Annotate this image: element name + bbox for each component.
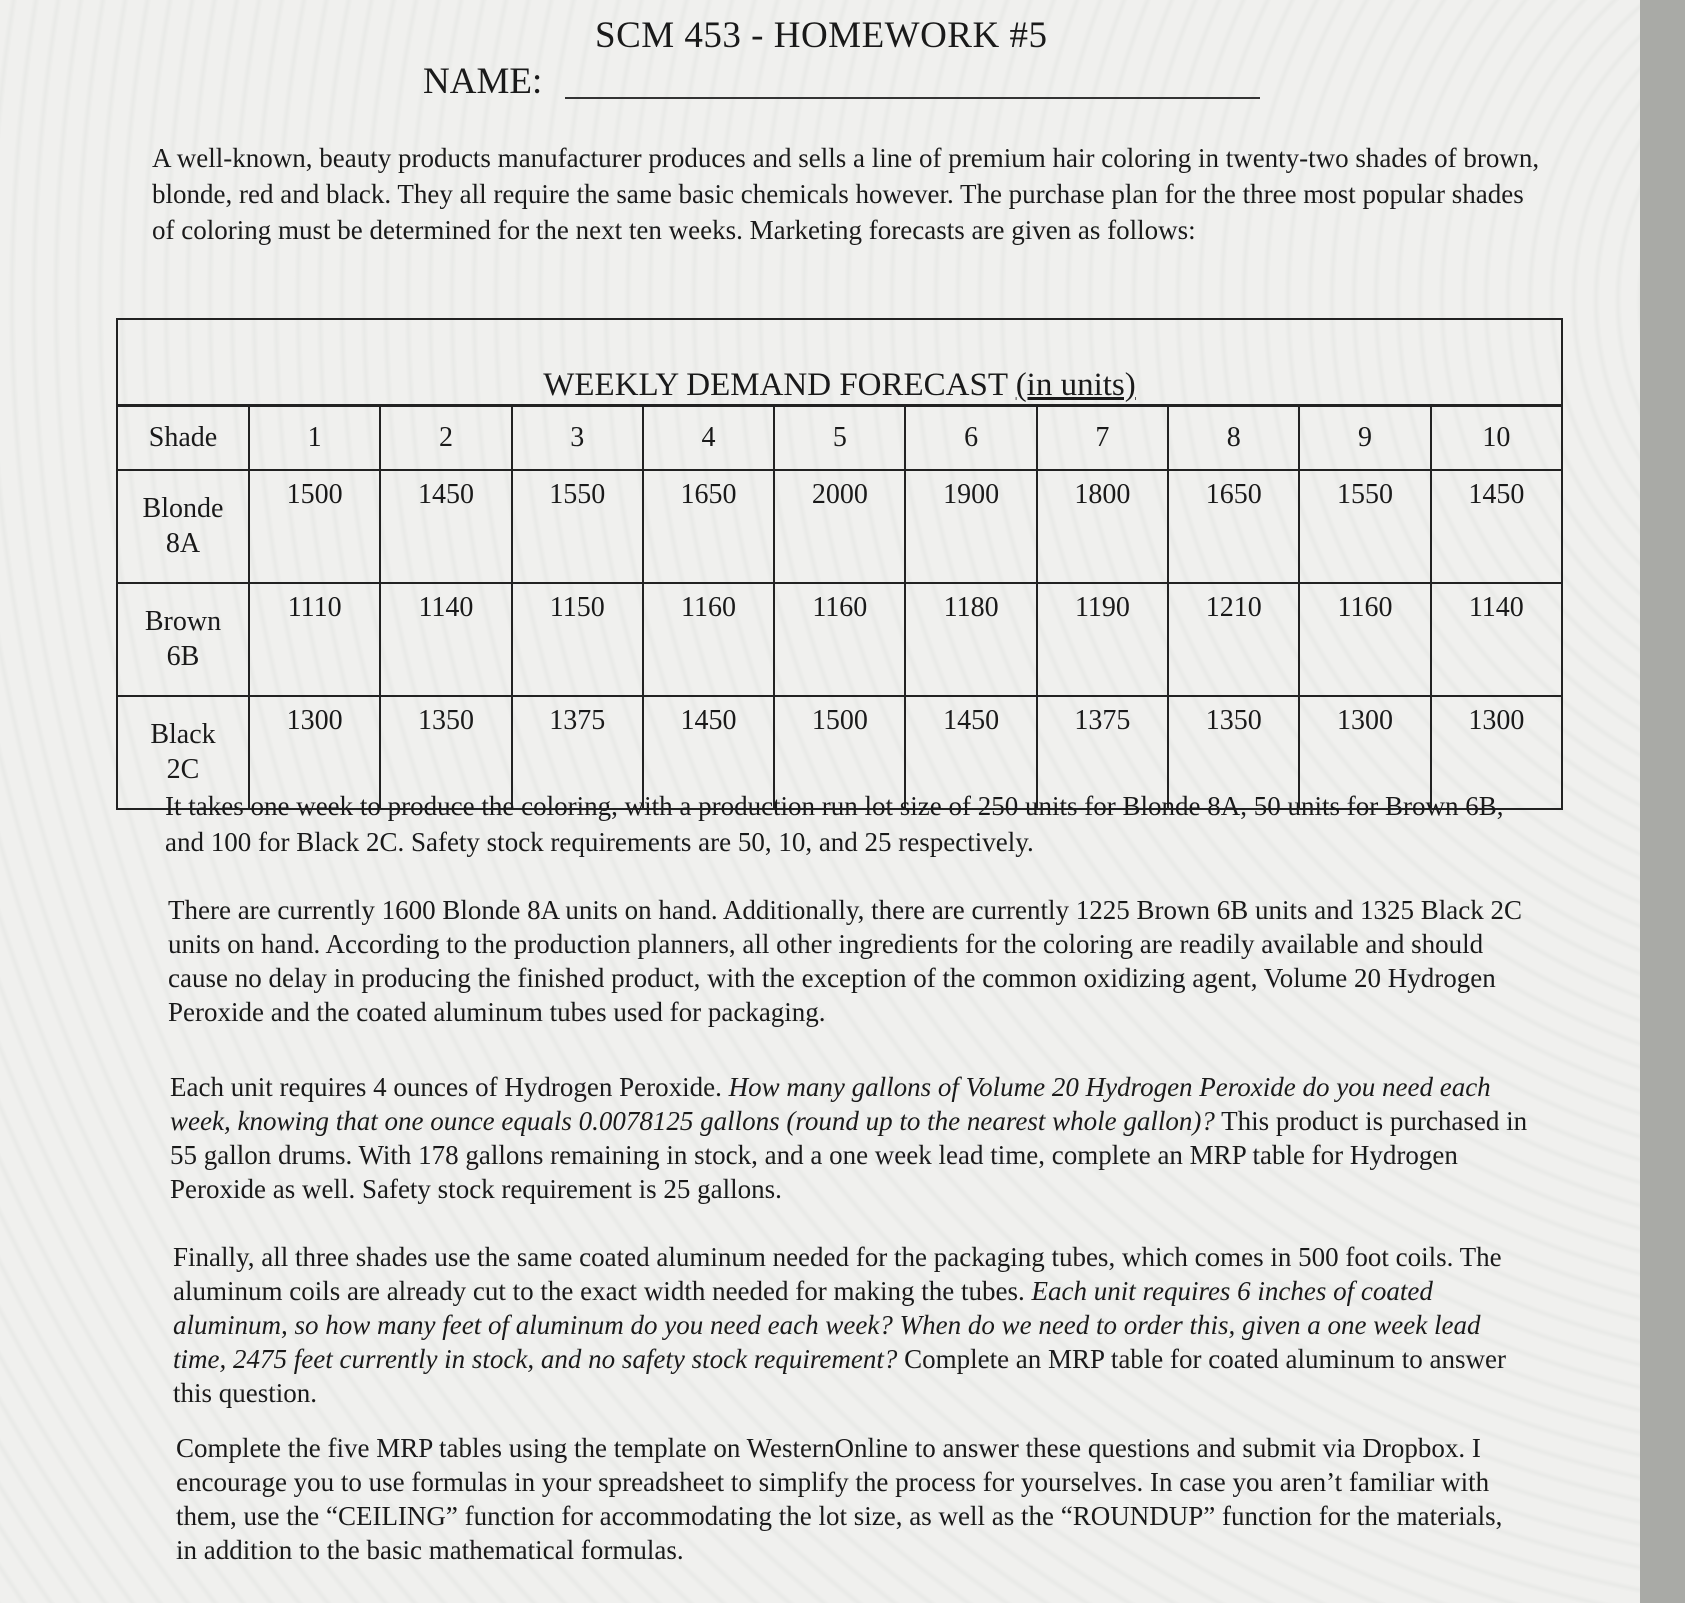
header-cell: 1 <box>249 406 380 471</box>
demand-cell: 1160 <box>1299 583 1430 696</box>
demand-cell: 1160 <box>774 583 905 696</box>
table-caption-units: (in units) <box>1015 367 1136 403</box>
demand-cell: 1550 <box>1299 470 1430 583</box>
header-cell: 7 <box>1037 406 1168 471</box>
demand-cell: 1110 <box>249 583 380 696</box>
demand-cell: 1300 <box>1299 696 1430 809</box>
demand-cell: 1160 <box>643 583 774 696</box>
demand-cell: 1300 <box>249 696 380 809</box>
demand-cell: 1450 <box>643 696 774 809</box>
header-cell: 6 <box>905 406 1036 471</box>
header-cell: 8 <box>1168 406 1299 471</box>
header-cell: 9 <box>1299 406 1430 471</box>
demand-cell: 1180 <box>905 583 1036 696</box>
shade-cell: Blonde 8A <box>117 470 249 583</box>
header-cell: 3 <box>512 406 643 471</box>
header-cell: 2 <box>380 406 511 471</box>
demand-cell: 1375 <box>512 696 643 809</box>
demand-cell: 1650 <box>643 470 774 583</box>
weekly-demand-table <box>116 318 1563 810</box>
demand-cell: 1300 <box>1431 696 1562 809</box>
demand-cell: 1450 <box>1431 470 1562 583</box>
demand-cell: 1550 <box>512 470 643 583</box>
demand-cell: 1375 <box>1037 696 1168 809</box>
page-title: SCM 453 - HOMEWORK #5 <box>595 15 1048 56</box>
header-cell: 10 <box>1431 406 1562 471</box>
demand-cell: 1190 <box>1037 583 1168 696</box>
header-cell: 4 <box>643 406 774 471</box>
table-header-row <box>117 406 1562 471</box>
table-caption-row <box>117 319 1562 406</box>
table-row-blonde <box>117 470 1562 583</box>
shade-cell: Black 2C <box>117 696 249 809</box>
demand-cell: 1210 <box>1168 583 1299 696</box>
name-label: NAME: <box>423 61 543 102</box>
table-caption <box>117 319 1562 406</box>
table-caption-main: WEEKLY DEMAND FORECAST <box>543 367 1016 403</box>
on-hand-paragraph: There are currently 1600 Blonde 8A units on hand. Additionally, there are currently 1225 Brown 6B units and 1325 Black 2C units on hand. According to the production planners, all other ingredients for the coloring are readily available and should cause no delay in producing the finished product, with the exception of the common oxidizing agent, Volume 20 Hydrogen Peroxide and the coated aluminum tubes used for packaging. <box>168 895 1522 1027</box>
peroxide-paragraph: Each unit requires 4 ounces of Hydrogen Peroxide. How many gallons of Volume 20 Hydrogen Peroxide do you need each week, knowing that one ounce equals 0.0078125 gallons (round up to the nearest whole gallon)? This product is purchased in 55 gallon drums. With 178 gallons remaining in stock, and a one week lead time, complete an MRP table for Hydrogen Peroxide as well. Safety stock requirement is 25 gallons. <box>170 1072 1528 1204</box>
demand-cell: 1350 <box>1168 696 1299 809</box>
demand-cell: 1140 <box>380 583 511 696</box>
header-cell: 5 <box>774 406 905 471</box>
production-paragraph: It takes one week to produce the coloring, with a production run lot size of 250 units for Blonde 8A, 50 units for Brown 6B, and 100 for Black 2C. Safety stock requirements are 50, 10, and 25 respectively. <box>165 791 1504 857</box>
demand-cell: 1500 <box>774 696 905 809</box>
shade-cell: Brown 6B <box>117 583 249 696</box>
demand-cell: 1900 <box>905 470 1036 583</box>
intro-paragraph: A well-known, beauty products manufacturer produces and sells a line of premium hair coloring in twenty-two shades of brown, blonde, red and black. They all require the same basic chemicals however. The purchase plan for the three most popular shades of coloring must be determined for the next ten weeks. Marketing forecasts are given as follows: <box>152 143 1540 245</box>
demand-cell: 1450 <box>905 696 1036 809</box>
demand-cell: 1800 <box>1037 470 1168 583</box>
aluminum-paragraph: Finally, all three shades use the same coated aluminum needed for the packaging tubes, which comes in 500 foot coils. The aluminum coils are already cut to the exact width needed for making the tubes. Each unit requires 6 inches of coated aluminum, so how many feet of aluminum do you need each week? When do we need to order this, given a one week lead time, 2475 feet currently in stock, and no safety stock requirement? Complete an MRP table for coated aluminum to answer this question. <box>173 1242 1506 1408</box>
demand-cell: 1450 <box>380 470 511 583</box>
demand-cell: 1650 <box>1168 470 1299 583</box>
demand-cell: 1500 <box>249 470 380 583</box>
name-blank-line <box>565 97 1260 99</box>
header-cell: Shade <box>117 406 249 471</box>
table-row-brown <box>117 583 1562 696</box>
demand-cell: 1140 <box>1431 583 1562 696</box>
demand-cell: 2000 <box>774 470 905 583</box>
demand-cell: 1150 <box>512 583 643 696</box>
demand-cell: 1350 <box>380 696 511 809</box>
submission-paragraph: Complete the five MRP tables using the template on WesternOnline to answer these questions and submit via Dropbox. I encourage you to use formulas in your spreadsheet to simplify the process for yourselves. In case you aren’t familiar with them, use the “CEILING” function for accommodating the lot size, as well as the “ROUNDUP” function for the materials, in addition to the basic mathematical formulas. <box>176 1433 1503 1565</box>
